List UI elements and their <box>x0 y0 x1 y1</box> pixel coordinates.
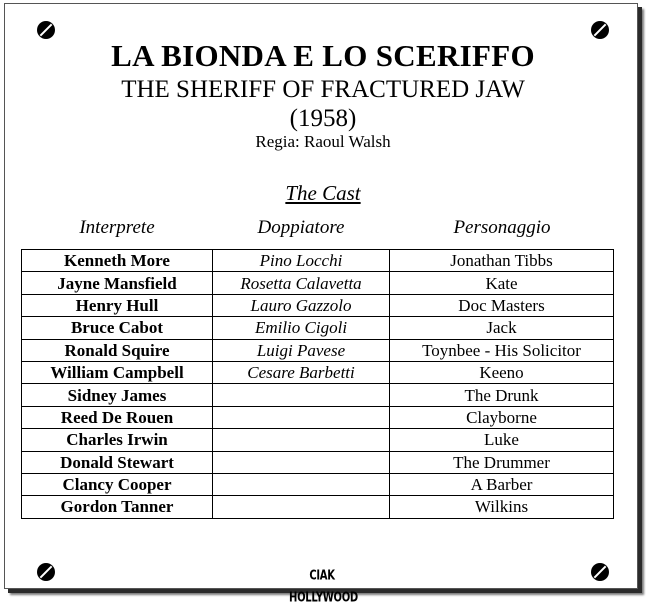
table-row <box>22 339 614 361</box>
cast-character: The Drunk <box>390 384 614 406</box>
cast-dubber: Lauro Gazzolo <box>213 294 390 316</box>
cast-actor: Bruce Cabot <box>22 317 213 339</box>
cast-actor: Gordon Tanner <box>22 496 213 518</box>
cast-dubber: Pino Locchi <box>213 250 390 272</box>
cast-actor: Charles Irwin <box>22 429 213 451</box>
cast-character: A Barber <box>390 473 614 495</box>
table-row <box>22 473 614 495</box>
table-row <box>22 361 614 383</box>
italian-title: LA BIONDA E LO SCERIFFO <box>111 38 535 73</box>
cast-dubber <box>213 429 390 451</box>
cast-actor: Clancy Cooper <box>22 473 213 495</box>
cast-actor: Jayne Mansfield <box>22 272 213 294</box>
cast-character: Luke <box>390 429 614 451</box>
cast-table <box>21 249 614 519</box>
cast-actor: Henry Hull <box>22 294 213 316</box>
cast-actor: Reed De Rouen <box>22 406 213 428</box>
cast-actor: Kenneth More <box>22 250 213 272</box>
cast-dubber <box>213 496 390 518</box>
cast-character: Jack <box>390 317 614 339</box>
cast-character: Clayborne <box>390 406 614 428</box>
table-row <box>22 451 614 473</box>
table-row <box>22 294 614 316</box>
table-row <box>22 317 614 339</box>
cast-character: Kate <box>390 272 614 294</box>
screw-icon <box>37 563 55 581</box>
cast-dubber: Cesare Barbetti <box>213 361 390 383</box>
ciak-hollywood-logo: CIAK HOLLYWOOD <box>289 568 358 606</box>
table-row <box>22 272 614 294</box>
cast-character: Toynbee - His Solicitor <box>390 339 614 361</box>
column-header-doppiatore: Doppiatore <box>257 217 345 238</box>
release-year: (1958) <box>289 105 357 132</box>
table-row <box>22 406 614 428</box>
cast-dubber <box>213 473 390 495</box>
screw-icon <box>37 21 55 39</box>
column-header-personaggio: Personaggio <box>453 217 551 238</box>
cast-dubber <box>213 451 390 473</box>
column-header-interprete: Interprete <box>79 217 155 238</box>
table-row <box>22 496 614 518</box>
cast-dubber: Emilio Cigoli <box>213 317 390 339</box>
cast-character: The Drummer <box>390 451 614 473</box>
cast-heading: The Cast <box>285 181 361 205</box>
english-title: THE SHERIFF OF FRACTURED JAW <box>121 76 525 103</box>
cast-character: Keeno <box>390 361 614 383</box>
screw-icon <box>591 563 609 581</box>
cast-dubber: Luigi Pavese <box>213 339 390 361</box>
cast-actor: William Campbell <box>22 361 213 383</box>
cast-actor: Ronald Squire <box>22 339 213 361</box>
cast-character: Wilkins <box>390 496 614 518</box>
cast-character: Jonathan Tibbs <box>390 250 614 272</box>
table-row <box>22 384 614 406</box>
cast-actor: Sidney James <box>22 384 213 406</box>
table-row <box>22 429 614 451</box>
cast-character: Doc Masters <box>390 294 614 316</box>
screw-icon <box>591 21 609 39</box>
cast-dubber: Rosetta Calavetta <box>213 272 390 294</box>
director-credit: Regia: Raoul Walsh <box>255 132 391 151</box>
cast-dubber <box>213 384 390 406</box>
cast-actor: Donald Stewart <box>22 451 213 473</box>
table-row <box>22 250 614 272</box>
cast-dubber <box>213 406 390 428</box>
